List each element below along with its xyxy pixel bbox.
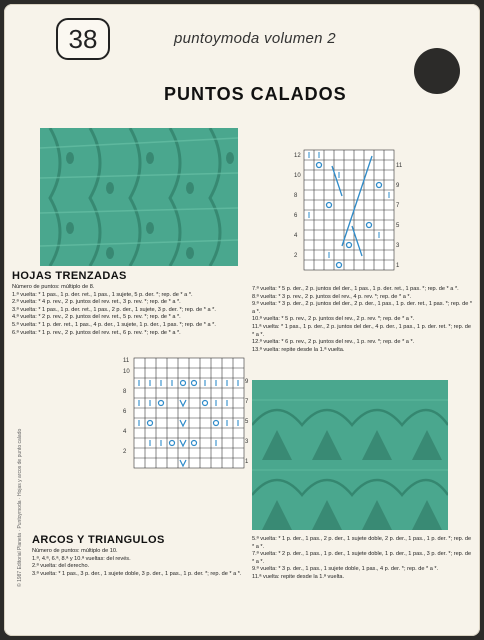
knit-texture-2 <box>252 380 448 530</box>
chart1-row-label: 4 <box>294 233 298 239</box>
chart2-row-label: 10 <box>123 369 130 375</box>
row-instruction: 1.ª, 4.ª, 6.ª, 8.ª y 10.ª vueltas: del revés. <box>32 555 131 562</box>
stitch-chart-arcos <box>122 354 252 478</box>
knit-texture-1 <box>40 128 238 266</box>
row-instruction: 3.ª vuelta: * 1 pas., 3 p. der., 1 sujete doble, 3 p. der., 1 pas., 1 p. der. *; rep. de * a *. <box>32 570 242 577</box>
row-instruction: 5.ª vuelta: * 1 p. der., 1 pas., 2 p. der., 1 sujete doble, 2 p. der., 1 pas., 1 p. der. *; rep. de * a *. <box>252 536 472 550</box>
row-instruction: 12.ª vuelta: * 6 p. rev., 2 p. juntos del rev., 1 p. rev. *; rep. de * a *. <box>252 339 415 346</box>
row-instruction: 3.ª vuelta: * 1 pas., 1 p. der. ret., 1 pas., 2 p. der., 1 sujete, 3 p. der. *; rep. de * a *. <box>12 306 216 313</box>
chart1-row-label: 7 <box>396 203 400 209</box>
row-instruction: 13.ª vuelta: repite desde la 1.ª vuelta. <box>252 346 345 353</box>
page-number <box>56 18 110 60</box>
row-instruction: 9.ª vuelta: * 3 p. der., 1 pas., 1 sujete doble, 1 pas., 4 p. der. *; rep. de * a *. <box>252 566 439 573</box>
intro-line: Número de puntos: múltiplo de 10. <box>32 548 118 554</box>
page-card <box>4 4 480 636</box>
chart2-row-label: 7 <box>245 399 249 405</box>
chart1-row-label: 10 <box>294 173 301 179</box>
swatch-photo-hojas <box>40 128 238 266</box>
chart1-row-label: 3 <box>396 243 400 249</box>
instructions-arcos-left <box>32 548 244 578</box>
chart2-row-label: 6 <box>123 409 127 415</box>
side-note <box>10 204 23 594</box>
chart1-row-label: 1 <box>396 263 400 269</box>
row-instruction: 11.ª vuelta: repite desde la 1.ª vuelta. <box>252 573 345 580</box>
chart1-row-label: 9 <box>396 183 400 189</box>
chart1-row-label: 8 <box>294 193 298 199</box>
instructions-hojas-left <box>12 284 246 337</box>
row-instruction: 9.ª vuelta: * 3 p. der., 2 p. juntos del der., 2 p. der., 1 pas., 1 p. der. ret., 1 pas. *; rep. de * a *. <box>252 301 473 315</box>
page-number-text: 38 <box>68 23 98 54</box>
chart2-row-label: 5 <box>245 419 249 425</box>
stitch-chart-hojas <box>292 146 406 276</box>
chart1-row-label: 11 <box>396 163 403 169</box>
publication-header: puntoymoda volumen 2 <box>174 30 336 47</box>
row-instruction: 5.ª vuelta: * 1 p. der. ret., 1 pas., 4 p. der., 1 sujete, 1 p. der., 1 pas. *; rep. de * a *. <box>12 321 216 328</box>
chart1-row-label: 2 <box>294 253 298 259</box>
page-title: PUNTOS CALADOS <box>164 84 347 104</box>
row-instruction: 7.ª vuelta: * 2 p. der., 1 pas., 1 p. der., 1 sujete doble, 1 p. der., 1 pas., 3 p. der. *; rep. de * a *. <box>252 551 472 565</box>
row-instruction: 1.ª vuelta: * 1 pas., 1 p. der. ret., 1 pas., 1 sujete, 5 p. der. *; rep. de * a *. <box>12 291 193 298</box>
chart1-row-label: 5 <box>396 223 400 229</box>
chart2-row-label: 1 <box>245 459 249 465</box>
row-instruction: 7.ª vuelta: * 5 p. der., 2 p. juntos del der., 1 pas., 1 p. der. ret., 1 pas. *; rep. de * a *. <box>252 286 459 292</box>
intro-line: Número de puntos: múltiplo de 8. <box>12 284 95 290</box>
row-instruction: 11.ª vuelta: * 1 pas., 1 p. der., 2 p. juntos del der., 4 p. der., 1 pas., 1 p. der. ret. *; rep. de * a *. <box>252 323 472 338</box>
instructions-hojas-right <box>252 286 474 354</box>
row-instruction: 2.ª vuelta: * 4 p. rev., 2 p. juntos del rev. ret., 3 p. rev. *; rep. de * a *. <box>12 299 181 306</box>
row-instruction: 4.ª vuelta: * 2 p. rev., 2 p. juntos del rev. ret., 5 p. rev. *; rep. de * a *. <box>12 314 181 321</box>
row-instruction: 6.ª vuelta: * 1 p. rev., 2 p. juntos del rev. ret., 6 p. rev. *; rep. de * a *. <box>12 329 181 336</box>
chart2-row-label: 11 <box>123 358 130 364</box>
side-note-text: © 1987 Editorial Planeta · Puntoymoda · Hojas y arcos de punto calado <box>17 428 23 587</box>
chart2-row-label: 2 <box>123 449 127 455</box>
chart2-row-label: 9 <box>245 379 249 385</box>
chart1-row-label: 6 <box>294 213 298 219</box>
section-heading-hojas: HOJAS TRENZADAS <box>12 270 127 282</box>
row-instruction: 8.ª vuelta: * 3 p. rev., 2 p. juntos del rev., 4 p. rev. *; rep. de * a *. <box>252 293 412 300</box>
swatch-photo-arcos <box>252 380 448 530</box>
row-instruction: 10.ª vuelta: * 5 p. rev., 2 p. juntos del rev., 2 p. rev. *; rep. de * a *. <box>252 316 415 323</box>
chart2-row-label: 3 <box>245 439 249 445</box>
instructions-arcos-right <box>252 536 474 582</box>
chart2-row-label: 8 <box>123 389 127 395</box>
row-instruction: 2.ª vuelta: del derecho. <box>32 563 90 570</box>
section-heading-arcos: ARCOS Y TRIANGULOS <box>32 534 165 546</box>
punch-hole <box>414 48 460 94</box>
chart1-row-label: 12 <box>294 153 301 159</box>
chart2-row-label: 4 <box>123 429 127 435</box>
